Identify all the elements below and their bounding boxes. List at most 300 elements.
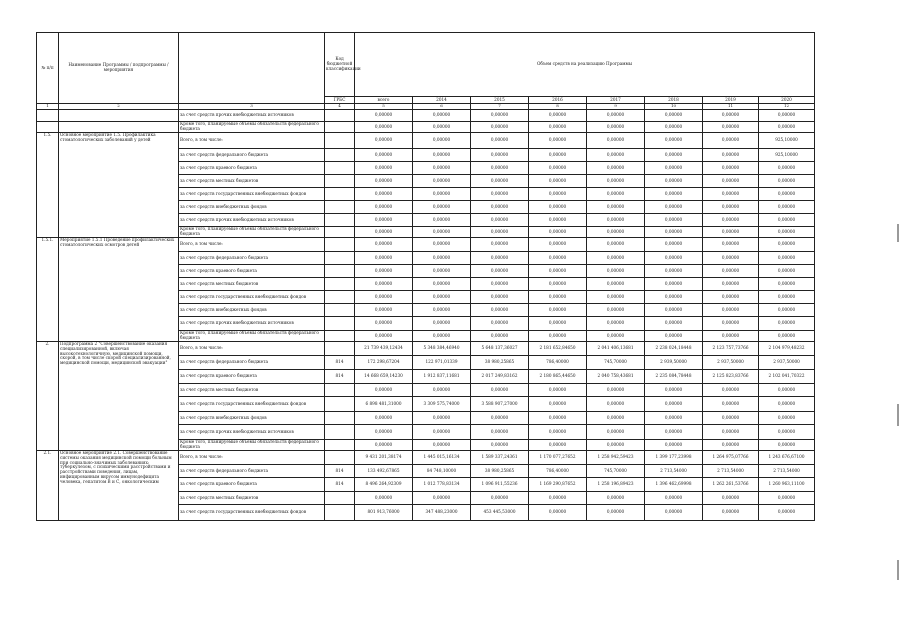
year-value: 0,00000 [471, 412, 529, 425]
header-year: 2017 [587, 97, 645, 104]
year-value: 2 123 757,73766 [703, 342, 759, 356]
year-value: 0,00000 [413, 440, 471, 451]
year-value: 0,00000 [413, 175, 471, 188]
column-number: 6 [413, 104, 471, 110]
year-value: 0,00000 [587, 252, 645, 265]
total-value: 0,00000 [355, 214, 413, 227]
year-value: 0,00000 [587, 149, 645, 162]
funding-source: за счет средств федерального бюджета [179, 252, 325, 265]
year-value: 0,00000 [471, 291, 529, 304]
year-value: 0,00000 [587, 304, 645, 317]
year-value: 1 012 778,83134 [413, 478, 471, 492]
scan-artifact [897, 560, 899, 580]
year-value: 0,00000 [703, 278, 759, 291]
funding-source: за счет средств местных бюджетов [179, 175, 325, 188]
program-name: Основное мероприятие 2.1. Совершенствование системы оказания медицинской помощи больным при социально-значимых заболеваниях: туберкулезом, с психическими расстройствами и расстройствами поведения, лицам, инфицированным вирусом иммунодефицита человека, гепатитом В и С, онкологическим [59, 451, 179, 521]
year-value: 0,00000 [703, 317, 759, 331]
year-value: 0,00000 [587, 122, 645, 133]
year-value: 0,00000 [413, 278, 471, 291]
year-value: 5 348 384,46940 [413, 342, 471, 356]
year-value: 0,00000 [645, 122, 703, 133]
table-body [37, 110, 815, 521]
year-value: 0,00000 [471, 227, 529, 238]
year-value: 0,00000 [645, 317, 703, 331]
year-value: 0,00000 [759, 505, 815, 521]
year-value: 1 169 290,87652 [529, 478, 587, 492]
year-value: 0,00000 [529, 397, 587, 412]
year-value: 0,00000 [413, 110, 471, 122]
total-value: 0,00000 [355, 425, 413, 440]
scan-artifact [897, 224, 899, 242]
header-code: Код бюджетной классификации [325, 33, 355, 97]
year-value: 0,00000 [645, 162, 703, 175]
year-value: 2 125 823,83766 [703, 370, 759, 384]
year-value: 0,00000 [587, 188, 645, 201]
year-value: 0,00000 [471, 317, 529, 331]
year-value: 0,00000 [645, 425, 703, 440]
header-total: всего [355, 97, 413, 104]
year-value: 0,00000 [645, 149, 703, 162]
funding-source: за счет средств краевого бюджета [179, 370, 325, 384]
total-value: 801 913,76000 [355, 505, 413, 521]
total-value: 0,00000 [355, 252, 413, 265]
program-name: Мероприятие 1.5.1 Проведение профилактических стоматологических осмотров детей [59, 238, 179, 342]
year-value: 0,00000 [703, 291, 759, 304]
year-value: 0,00000 [645, 505, 703, 521]
year-value: 0,00000 [759, 278, 815, 291]
year-value: 0,00000 [587, 214, 645, 227]
year-value: 0,00000 [471, 331, 529, 342]
total-value: 0,00000 [355, 110, 413, 122]
header-name: Наименование Программы / подпрограммы / мероприятия [59, 33, 179, 104]
year-value: 0,00000 [529, 304, 587, 317]
row-number: 2.1. [37, 451, 59, 521]
header-volume: Объем средств на реализацию Программы [355, 33, 815, 97]
grbs-code [325, 149, 355, 162]
column-number: 2 [59, 104, 179, 110]
year-value: 0,00000 [759, 492, 815, 505]
year-value: 0,00000 [645, 201, 703, 214]
row-number [37, 122, 59, 133]
budget-table [36, 32, 815, 521]
year-value: 0,00000 [587, 505, 645, 521]
year-value: 0,00000 [529, 133, 587, 149]
year-value: 0,00000 [703, 412, 759, 425]
year-value: 1 399 177,23998 [645, 451, 703, 465]
total-value: 0,00000 [355, 162, 413, 175]
year-value: 0,00000 [645, 265, 703, 278]
grbs-code [325, 304, 355, 317]
grbs-code [325, 425, 355, 440]
grbs-code [325, 492, 355, 505]
year-value: 0,00000 [703, 110, 759, 122]
total-value: 0,00000 [355, 291, 413, 304]
year-value: 2 937,50000 [759, 356, 815, 370]
grbs-code [325, 505, 355, 521]
total-value: 0,00000 [355, 133, 413, 149]
year-value: 0,00000 [587, 412, 645, 425]
grbs-code [325, 238, 355, 252]
total-value: 0,00000 [355, 238, 413, 252]
year-value: 1 262 261,53766 [703, 478, 759, 492]
grbs-code [325, 397, 355, 412]
year-value: 0,00000 [703, 238, 759, 252]
year-value: 2 937,50000 [703, 356, 759, 370]
year-value: 0,00000 [587, 162, 645, 175]
year-value: 0,00000 [587, 227, 645, 238]
year-value: 0,00000 [703, 188, 759, 201]
year-value: 2 238 024,18448 [645, 342, 703, 356]
year-value: 0,00000 [529, 122, 587, 133]
header-year: 2018 [645, 97, 703, 104]
grbs-code [325, 451, 355, 465]
year-value: 1 445 015,16134 [413, 451, 471, 465]
total-value: 0,00000 [355, 201, 413, 214]
year-value: 453 445,53000 [471, 505, 529, 521]
grbs-code [325, 133, 355, 149]
year-value: 0,00000 [759, 214, 815, 227]
column-number: 9 [587, 104, 645, 110]
grbs-code [325, 201, 355, 214]
year-value: 0,00000 [471, 162, 529, 175]
grbs-code: 814 [325, 356, 355, 370]
year-value: 0,00000 [587, 492, 645, 505]
funding-source: Всего, в том числе: [179, 342, 325, 356]
year-value: 0,00000 [471, 492, 529, 505]
year-value: 0,00000 [645, 214, 703, 227]
scan-artifact [897, 404, 899, 426]
year-value: 347 488,23000 [413, 505, 471, 521]
grbs-code [325, 440, 355, 451]
total-value: 0,00000 [355, 412, 413, 425]
year-value: 3 309 575,74000 [413, 397, 471, 412]
year-value: 0,00000 [471, 238, 529, 252]
year-value: 5 648 137,36027 [471, 342, 529, 356]
year-value: 925,10000 [759, 133, 815, 149]
column-number: 4 [325, 104, 355, 110]
column-number: 8 [529, 104, 587, 110]
year-value: 0,00000 [645, 238, 703, 252]
year-value: 0,00000 [645, 110, 703, 122]
year-value: 0,00000 [529, 425, 587, 440]
funding-source: за счет средств государственных внебюджетных фондов [179, 291, 325, 304]
table-row [37, 238, 815, 252]
year-value: 0,00000 [471, 133, 529, 149]
row-number: 1.5. [37, 133, 59, 238]
header-year: 2019 [703, 97, 759, 104]
year-value: 0,00000 [645, 384, 703, 397]
year-value: 2 939,50000 [645, 356, 703, 370]
year-value: 0,00000 [703, 492, 759, 505]
year-value: 2 235 084,78448 [645, 370, 703, 384]
year-value: 786,40000 [529, 356, 587, 370]
table-row [37, 110, 815, 122]
funding-source: за счет средств федерального бюджета [179, 149, 325, 162]
funding-source: Кроме того, планируемые объемы обязательств федерального бюджета [179, 331, 325, 342]
header-year: 2015 [471, 97, 529, 104]
year-value: 1 258 196,89423 [587, 478, 645, 492]
year-value: 2 102 041,70322 [759, 370, 815, 384]
year-value: 0,00000 [703, 122, 759, 133]
grbs-code [325, 214, 355, 227]
total-value: 0,00000 [355, 317, 413, 331]
total-value: 0,00000 [355, 175, 413, 188]
total-value: 6 898 481,31000 [355, 397, 413, 412]
year-value: 0,00000 [529, 110, 587, 122]
funding-source: за счет средств прочих внебюджетных источников [179, 214, 325, 227]
year-value: 0,00000 [703, 133, 759, 149]
year-value: 0,00000 [587, 291, 645, 304]
year-value: 1 589 337,24361 [471, 451, 529, 465]
funding-source: за счет средств внебюджетных фондов [179, 412, 325, 425]
year-value: 122 971,01339 [413, 356, 471, 370]
header-year: 2014 [413, 97, 471, 104]
year-value: 0,00000 [645, 188, 703, 201]
year-value: 0,00000 [587, 265, 645, 278]
funding-source: Всего, в том числе: [179, 451, 325, 465]
total-value: 14 668 659,14230 [355, 370, 413, 384]
year-value: 1 912 837,11681 [413, 370, 471, 384]
column-number: 12 [759, 104, 815, 110]
grbs-code [325, 291, 355, 304]
year-value: 1 170 077,27652 [529, 451, 587, 465]
year-value: 3 588 907,27000 [471, 397, 529, 412]
header-year: 2020 [759, 97, 815, 104]
year-value: 0,00000 [645, 412, 703, 425]
year-value: 0,00000 [413, 122, 471, 133]
year-value: 0,00000 [645, 227, 703, 238]
year-value: 0,00000 [759, 397, 815, 412]
year-value: 0,00000 [471, 110, 529, 122]
year-value: 0,00000 [471, 425, 529, 440]
year-value: 0,00000 [587, 110, 645, 122]
year-value: 0,00000 [703, 397, 759, 412]
column-number: 5 [355, 104, 413, 110]
year-value: 0,00000 [645, 331, 703, 342]
year-value: 0,00000 [587, 440, 645, 451]
year-value: 0,00000 [529, 175, 587, 188]
total-value: 0,00000 [355, 384, 413, 397]
year-value: 0,00000 [645, 397, 703, 412]
year-value: 0,00000 [529, 492, 587, 505]
grbs-code [325, 188, 355, 201]
year-value: 0,00000 [529, 238, 587, 252]
year-value: 0,00000 [759, 252, 815, 265]
total-value: 0,00000 [355, 331, 413, 342]
funding-source: за счет средств внебюджетных фондов [179, 304, 325, 317]
funding-source: за счет средств краевого бюджета [179, 162, 325, 175]
year-value: 0,00000 [759, 110, 815, 122]
year-value: 0,00000 [703, 331, 759, 342]
year-value: 0,00000 [703, 304, 759, 317]
year-value: 0,00000 [413, 291, 471, 304]
year-value: 0,00000 [759, 188, 815, 201]
year-value: 2 017 249,83162 [471, 370, 529, 384]
year-value: 0,00000 [587, 425, 645, 440]
year-value: 0,00000 [587, 175, 645, 188]
grbs-code [325, 278, 355, 291]
year-value: 0,00000 [759, 304, 815, 317]
year-value: 0,00000 [703, 265, 759, 278]
total-value: 9 431 201,38174 [355, 451, 413, 465]
column-number: 3 [179, 104, 325, 110]
year-value: 0,00000 [413, 188, 471, 201]
total-value: 0,00000 [355, 304, 413, 317]
total-value: 172 298,67204 [355, 356, 413, 370]
year-value: 2 713,54000 [703, 465, 759, 478]
total-value: 0,00000 [355, 188, 413, 201]
year-value: 0,00000 [759, 162, 815, 175]
year-value: 0,00000 [529, 149, 587, 162]
year-value: 0,00000 [759, 265, 815, 278]
total-value: 21 739 439,12434 [355, 342, 413, 356]
year-value: 0,00000 [759, 201, 815, 214]
year-value: 1 260 963,11100 [759, 478, 815, 492]
year-value: 0,00000 [413, 227, 471, 238]
year-value: 38 980,25865 [471, 356, 529, 370]
year-value: 0,00000 [587, 384, 645, 397]
year-value: 0,00000 [529, 214, 587, 227]
year-value: 0,00000 [471, 175, 529, 188]
grbs-code [325, 252, 355, 265]
table-row [37, 451, 815, 465]
year-value: 0,00000 [471, 384, 529, 397]
year-value: 0,00000 [529, 278, 587, 291]
year-value: 0,00000 [759, 425, 815, 440]
row-number [37, 110, 59, 122]
year-value: 0,00000 [529, 265, 587, 278]
year-value: 0,00000 [759, 227, 815, 238]
column-number: 7 [471, 104, 529, 110]
funding-source: Всего, в том числе: [179, 133, 325, 149]
year-value: 0,00000 [703, 425, 759, 440]
header-no: № п/п [37, 33, 59, 104]
year-value: 0,00000 [471, 122, 529, 133]
year-value: 0,00000 [759, 175, 815, 188]
year-value: 0,00000 [471, 149, 529, 162]
year-value: 2 180 865,44650 [529, 370, 587, 384]
year-value: 2 181 652,84650 [529, 342, 587, 356]
year-value: 0,00000 [703, 162, 759, 175]
year-value: 0,00000 [529, 384, 587, 397]
funding-source: Всего, в том числе: [179, 238, 325, 252]
year-value: 0,00000 [413, 317, 471, 331]
program-name [59, 110, 179, 122]
year-value: 0,00000 [413, 412, 471, 425]
year-value: 0,00000 [703, 175, 759, 188]
total-value: 0,00000 [355, 265, 413, 278]
year-value: 0,00000 [587, 238, 645, 252]
funding-source: за счет средств краевого бюджета [179, 478, 325, 492]
year-value: 0,00000 [529, 331, 587, 342]
funding-source: за счет средств местных бюджетов [179, 278, 325, 291]
year-value: 0,00000 [529, 412, 587, 425]
funding-source: за счет средств государственных внебюджетных фондов [179, 397, 325, 412]
funding-source: за счет средств федерального бюджета [179, 465, 325, 478]
year-value: 0,00000 [587, 133, 645, 149]
grbs-code [325, 384, 355, 397]
funding-source: Кроме того, планируемые объемы обязательств федерального бюджета [179, 227, 325, 238]
total-value: 0,00000 [355, 227, 413, 238]
year-value: 2 104 979,48232 [759, 342, 815, 356]
year-value: 0,00000 [413, 492, 471, 505]
year-value: 0,00000 [529, 317, 587, 331]
year-value: 0,00000 [587, 201, 645, 214]
grbs-code [325, 317, 355, 331]
funding-source: за счет средств внебюджетных фондов [179, 201, 325, 214]
year-value: 2 040 758,43681 [587, 370, 645, 384]
year-value: 0,00000 [471, 188, 529, 201]
year-value: 0,00000 [759, 238, 815, 252]
table-row [37, 342, 815, 356]
year-value: 0,00000 [471, 214, 529, 227]
year-value: 0,00000 [413, 331, 471, 342]
year-value: 2 713,54000 [645, 465, 703, 478]
year-value: 0,00000 [587, 278, 645, 291]
year-value: 0,00000 [645, 291, 703, 304]
header-blank [179, 33, 325, 104]
funding-source: за счет средств федерального бюджета [179, 356, 325, 370]
total-value: 133 492,67865 [355, 465, 413, 478]
row-number: 1.5.1. [37, 238, 59, 342]
grbs-code [325, 162, 355, 175]
header-grbs: ГРБС [325, 97, 355, 104]
year-value: 1 096 911,55236 [471, 478, 529, 492]
year-value: 0,00000 [529, 505, 587, 521]
grbs-code [325, 412, 355, 425]
year-value: 0,00000 [413, 304, 471, 317]
grbs-code [325, 331, 355, 342]
column-number: 10 [645, 104, 703, 110]
year-value: 0,00000 [529, 227, 587, 238]
total-value: 0,00000 [355, 440, 413, 451]
program-name: Основное мероприятие 1.5. Профилактика стоматологических заболеваний у детей [59, 133, 179, 238]
year-value: 0,00000 [759, 317, 815, 331]
table-row [37, 133, 815, 149]
program-name [59, 122, 179, 133]
grbs-code: 814 [325, 465, 355, 478]
year-value: 0,00000 [471, 278, 529, 291]
year-value: 0,00000 [645, 492, 703, 505]
year-value: 1 243 676,67100 [759, 451, 815, 465]
year-value: 38 980,25865 [471, 465, 529, 478]
year-value: 0,00000 [413, 162, 471, 175]
year-value: 0,00000 [645, 278, 703, 291]
year-value: 0,00000 [645, 304, 703, 317]
funding-source: за счет средств прочих внебюджетных источников [179, 110, 325, 122]
funding-source: за счет средств прочих внебюджетных источников [179, 425, 325, 440]
year-value: 1 258 942,59423 [587, 451, 645, 465]
total-value: 0,00000 [355, 278, 413, 291]
year-value: 0,00000 [413, 265, 471, 278]
year-value: 0,00000 [471, 252, 529, 265]
year-value: 0,00000 [529, 162, 587, 175]
funding-source: за счет средств местных бюджетов [179, 384, 325, 397]
year-value: 786,40000 [529, 465, 587, 478]
total-value: 0,00000 [355, 149, 413, 162]
program-name: Подпрограмма 2 "Совершенствование оказания специализированной, включая высокотехнологичную, медицинской помощи, скорой, в том числе скорой специализированной, медицинской помощи, медицинской эвакуации" [59, 342, 179, 451]
year-value: 0,00000 [587, 397, 645, 412]
year-value: 0,00000 [759, 412, 815, 425]
funding-source: за счет средств государственных внебюджетных фондов [179, 505, 325, 521]
year-value: 0,00000 [471, 440, 529, 451]
row-number: 2. [37, 342, 59, 451]
year-value: 0,00000 [413, 214, 471, 227]
year-value: 0,00000 [413, 384, 471, 397]
year-value: 0,00000 [645, 440, 703, 451]
year-value: 0,00000 [413, 201, 471, 214]
funding-source: Кроме того, планируемые объемы обязательств федерального бюджета [179, 440, 325, 451]
